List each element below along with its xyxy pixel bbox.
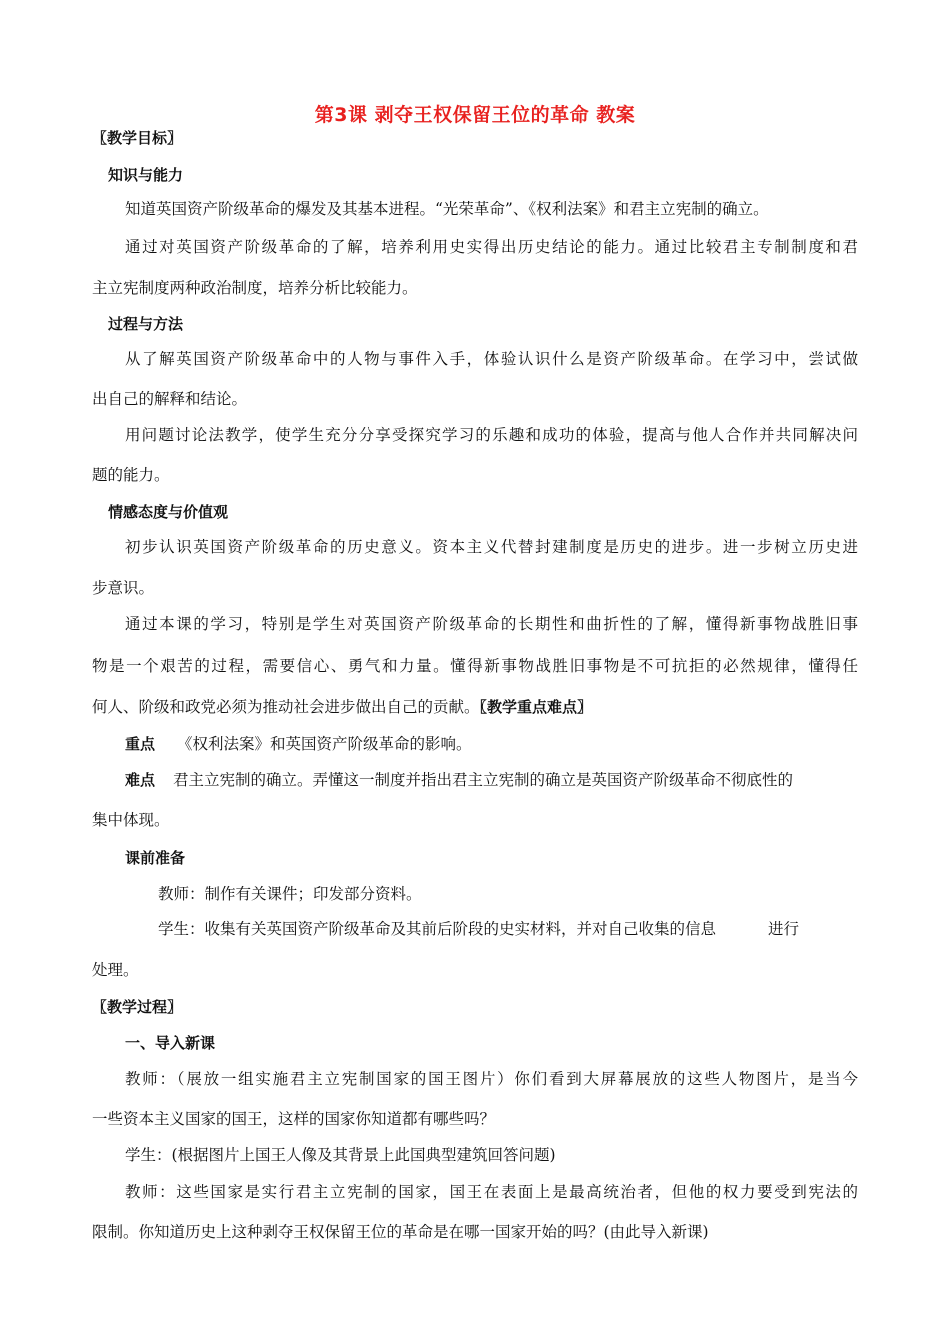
- section-key-difficult-points: 〖教学重点难点〗: [479, 698, 593, 716]
- paragraph-emotion-2-line1: 通过本课的学习，特别是学生对英国资产阶级革命的长期性和曲折性的了解，懂得新事物战胜旧事: [125, 615, 858, 633]
- subheading-process-method: 过程与方法: [108, 315, 184, 333]
- teacher-dialogue-2-line2: 限制。你知道历史上这种剥夺王权保留王位的革命是在哪一国家开始的吗？(由此导入新课): [92, 1223, 709, 1241]
- prep-teacher: 教师：制作有关课件；印发部分资料。: [158, 885, 422, 903]
- prep-student-line1: [158, 919, 799, 939]
- subheading-intro-new-lesson: 一、导入新课: [125, 1034, 216, 1052]
- paragraph-process-2-line1: 用问题讨论法教学，使学生充分分享受探究学习的乐趣和成功的体验，提高与他人合作并共同解决问: [125, 426, 858, 444]
- paragraph-process-2-line2: 题的能力。: [92, 466, 170, 484]
- section-teaching-goals: 〖教学目标〗: [92, 129, 183, 147]
- teacher-dialogue-2-line1: 教师：这些国家是实行君主立宪制的国家，国王在表面上是最高统治者，但他的权力要受到宪法的: [125, 1183, 858, 1201]
- teacher-dialogue-1-line2: 一些资本主义国家的国王，这样的国家你知道都有哪些吗？: [92, 1110, 496, 1128]
- key-point-line: [125, 734, 472, 754]
- paragraph-emotion-1-line1: 初步认识英国资产阶级革命的历史意义。资本主义代替封建制度是历史的进步。进一步树立历史进: [125, 538, 858, 556]
- key-point-label: 重点: [125, 735, 156, 753]
- prep-student-text-tail: 进行: [768, 920, 800, 938]
- paragraph-process-1-line1: 从了解英国资产阶级革命中的人物与事件入手，体验认识什么是资产阶级革命。在学习中，尝试做: [125, 350, 858, 368]
- teacher-dialogue-1-line1: 教师：（展放一组实施君主立宪制国家的国王图片）你们看到大屏幕展放的这些人物图片，是当今: [125, 1070, 858, 1088]
- paragraph-knowledge-2-line1: 通过对英国资产阶级革命的了解，培养利用史实得出历史结论的能力。通过比较君主专制制度和君: [125, 238, 858, 256]
- paragraph-knowledge-2-line2: 主立宪制度两种政治制度，培养分析比较能力。: [92, 279, 418, 297]
- subheading-knowledge-ability: 知识与能力: [108, 166, 184, 184]
- prep-student-text: 学生：收集有关英国资产阶级革命及其前后阶段的史实材料，并对自己收集的信息: [158, 920, 717, 938]
- paragraph-process-1-line2: 出自己的解释和结论。: [92, 390, 248, 408]
- paragraph-emotion-2-line3: [92, 697, 592, 717]
- difficult-point-label: 难点: [125, 771, 156, 789]
- student-dialogue-1: 学生：(根据图片上国王人像及其背景上此国典型建筑回答问题): [125, 1146, 556, 1164]
- subheading-class-prep: 课前准备: [125, 849, 186, 867]
- prep-student-line2: 处理。: [92, 961, 139, 979]
- section-teaching-process: 〖教学过程〗: [92, 998, 183, 1016]
- paragraph-knowledge-1: 知道英国资产阶级革命的爆发及其基本进程。“光荣革命”、《权利法案》和君主立宪制的确立。: [125, 200, 769, 218]
- subheading-emotion-values: 情感态度与价值观: [108, 503, 229, 521]
- difficult-point-line1: [125, 770, 858, 790]
- key-point-text: 《权利法案》和英国资产阶级革命的影响。: [177, 735, 472, 753]
- difficult-point-line2: 集中体现。: [92, 811, 170, 829]
- paragraph-emotion-1-line2: 步意识。: [92, 579, 155, 597]
- paragraph-emotion-2-line3-text: 何人、阶级和政党必须为推动社会进步做出自己的贡献。: [92, 698, 480, 716]
- difficult-point-text: 君主立宪制的确立。弄懂这一制度并指出君主立宪制的确立是英国资产阶级革命不彻底性的: [173, 771, 794, 789]
- document-title: 第3课 剥夺王权保留王位的革命 教案: [314, 104, 636, 126]
- paragraph-emotion-2-line2: 物是一个艰苦的过程，需要信心、勇气和力量。懂得新事物战胜旧事物是不可抗拒的必然规律，懂得任: [92, 657, 858, 675]
